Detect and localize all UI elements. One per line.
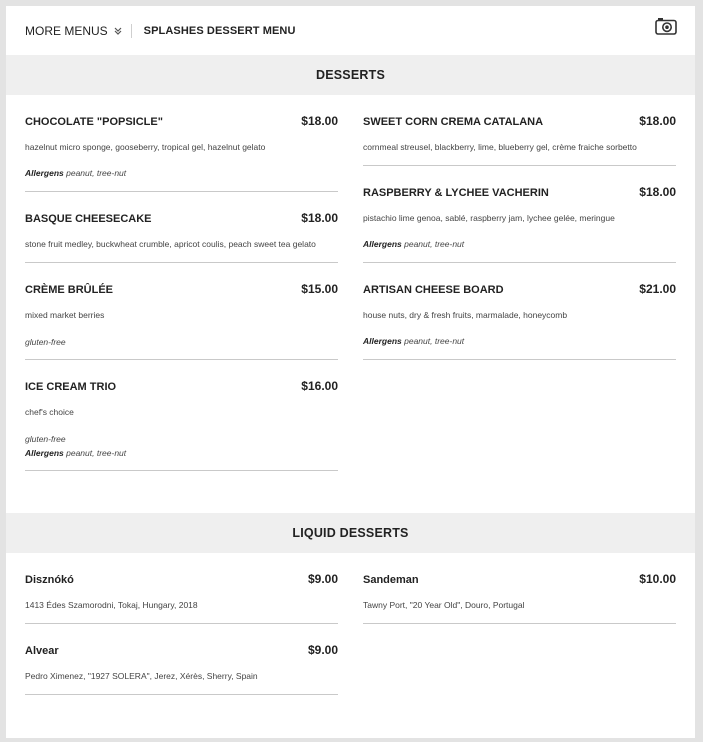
divider bbox=[131, 24, 132, 38]
item-price: $9.00 bbox=[307, 643, 338, 657]
item-description: mixed market berries bbox=[25, 310, 105, 320]
menu-item bbox=[363, 553, 676, 624]
item-name: CRÈME BRÛLÉE bbox=[25, 284, 114, 296]
menu-item bbox=[25, 553, 338, 624]
camera-icon[interactable] bbox=[655, 17, 677, 35]
item-allergens: Allergens peanut, tree-nut bbox=[363, 336, 465, 346]
menu-title: SPLASHES DESSERT MENU bbox=[143, 24, 296, 37]
item-allergens: Allergens peanut, tree-nut bbox=[363, 239, 465, 249]
liquid-desserts-grid bbox=[6, 553, 695, 695]
item-name: Disznókó bbox=[25, 574, 74, 586]
item-price: $9.00 bbox=[307, 572, 338, 586]
menu-card bbox=[6, 6, 695, 738]
item-description: pistachio lime genoa, sablé, raspberry jam, lychee gelée, meringue bbox=[363, 213, 615, 223]
item-price: $18.00 bbox=[301, 114, 338, 128]
desserts-right-column bbox=[363, 95, 676, 471]
menu-item bbox=[25, 263, 338, 360]
desserts-grid bbox=[6, 95, 695, 471]
item-description: cornmeal streusel, blackberry, lime, blueberry gel, crème fraiche sorbetto bbox=[363, 142, 637, 152]
item-name: Sandeman bbox=[363, 574, 419, 586]
liquid-right-column bbox=[363, 553, 676, 695]
item-name: Alvear bbox=[25, 645, 59, 657]
item-allergens: Allergens peanut, tree-nut bbox=[25, 448, 127, 458]
item-allergens: Allergens peanut, tree-nut bbox=[25, 168, 127, 178]
menu-item bbox=[25, 360, 338, 471]
menu-item bbox=[363, 95, 676, 166]
menu-item bbox=[363, 166, 676, 263]
item-price: $18.00 bbox=[639, 114, 676, 128]
item-description: Pedro Ximenez, "1927 SOLERA", Jerez, Xérès, Sherry, Spain bbox=[25, 671, 258, 681]
item-description: chef's choice bbox=[25, 407, 74, 417]
item-description: house nuts, dry & fresh fruits, marmalade, honeycomb bbox=[363, 310, 568, 320]
item-description: Tawny Port, "20 Year Old", Douro, Portugal bbox=[363, 600, 525, 610]
item-description: 1413 Édes Szamorodni, Tokaj, Hungary, 2018 bbox=[25, 600, 198, 610]
item-name: CHOCOLATE "POPSICLE" bbox=[25, 116, 163, 128]
item-description: stone fruit medley, buckwheat crumble, apricot coulis, peach sweet tea gelato bbox=[25, 239, 316, 249]
item-price: $15.00 bbox=[301, 282, 338, 296]
item-name: BASQUE CHEESECAKE bbox=[25, 213, 152, 225]
more-menus-label: MORE MENUS bbox=[25, 23, 108, 38]
double-chevron-down-icon bbox=[113, 26, 123, 36]
item-name: RASPBERRY & LYCHEE VACHERIN bbox=[363, 187, 549, 199]
menu-item bbox=[25, 95, 338, 192]
item-description: hazelnut micro sponge, gooseberry, tropical gel, hazelnut gelato bbox=[25, 142, 266, 152]
item-price: $18.00 bbox=[301, 211, 338, 225]
more-menus-button[interactable] bbox=[25, 24, 123, 38]
item-name: ICE CREAM TRIO bbox=[25, 381, 117, 393]
menu-item bbox=[363, 263, 676, 360]
item-price: $18.00 bbox=[639, 185, 676, 199]
item-price: $21.00 bbox=[639, 282, 676, 296]
item-diet: gluten-free bbox=[25, 434, 66, 444]
item-price: $16.00 bbox=[301, 379, 338, 393]
top-bar bbox=[6, 6, 695, 55]
item-diet: gluten-free bbox=[25, 337, 66, 347]
menu-item bbox=[25, 192, 338, 263]
liquid-desserts-section-header: LIQUID DESSERTS bbox=[6, 513, 695, 553]
item-price: $10.00 bbox=[639, 572, 676, 586]
item-name: SWEET CORN CREMA CATALANA bbox=[363, 116, 544, 128]
desserts-section-header: DESSERTS bbox=[6, 55, 695, 95]
item-name: ARTISAN CHEESE BOARD bbox=[363, 284, 504, 296]
liquid-left-column bbox=[25, 553, 338, 695]
desserts-left-column bbox=[25, 95, 338, 471]
menu-item bbox=[25, 624, 338, 695]
